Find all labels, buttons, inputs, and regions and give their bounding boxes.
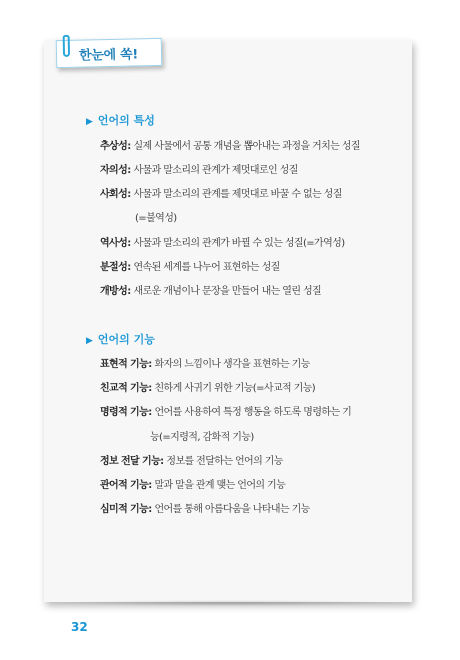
list-item: 관어적 기능: 말과 말을 관계 맺는 언어의 기능 (100, 480, 286, 491)
list-item: 추상성: 실제 사물에서 공통 개념을 뽑아내는 과정을 거치는 성질 (100, 141, 360, 152)
section-heading-functions: ▶ 언어의 기능 (86, 333, 155, 346)
section-heading-characteristics: ▶ 언어의 특성 (86, 114, 155, 127)
list-item-continuation: 능(=지령적, 감화적 기능) (150, 432, 254, 443)
page-shadow (50, 600, 406, 606)
list-item: 개방성: 새로운 개념이나 문장을 만들어 내는 열린 성질 (100, 286, 322, 297)
list-item: 명령적 기능: 언어를 사용하여 특정 행동을 하도록 명령하는 기 (100, 407, 352, 418)
triangle-bullet-icon: ▶ (86, 336, 93, 346)
list-item: 친교적 기능: 친하게 사귀기 위한 기능(=사교적 기능) (100, 383, 316, 394)
list-item: 자의성: 사물과 말소리의 관계가 제멋대로인 성질 (100, 165, 298, 176)
paperclip-icon (63, 35, 70, 57)
summary-title: 한눈에 쏙! (78, 47, 139, 64)
list-item: 심미적 기능: 언어를 통해 아름다움을 나타내는 기능 (100, 504, 310, 515)
triangle-bullet-icon: ▶ (86, 117, 93, 127)
page-number: 32 (71, 620, 88, 634)
list-item-continuation: (=불역성) (135, 213, 177, 224)
list-item: 표현적 기능: 화자의 느낌이나 생각을 표현하는 기능 (100, 359, 310, 370)
list-item: 역사성: 사물과 말소리의 관계가 바뀔 수 있는 성질(=가역성) (100, 238, 345, 249)
list-item: 분절성: 연속된 세계를 나누어 표현하는 성질 (100, 262, 280, 273)
list-item: 사회성: 사물과 말소리의 관계를 제멋대로 바꿀 수 없는 성질 (100, 189, 342, 200)
summary-tab (56, 38, 163, 68)
list-item: 정보 전달 기능: 정보를 전달하는 언어의 기능 (100, 456, 283, 467)
